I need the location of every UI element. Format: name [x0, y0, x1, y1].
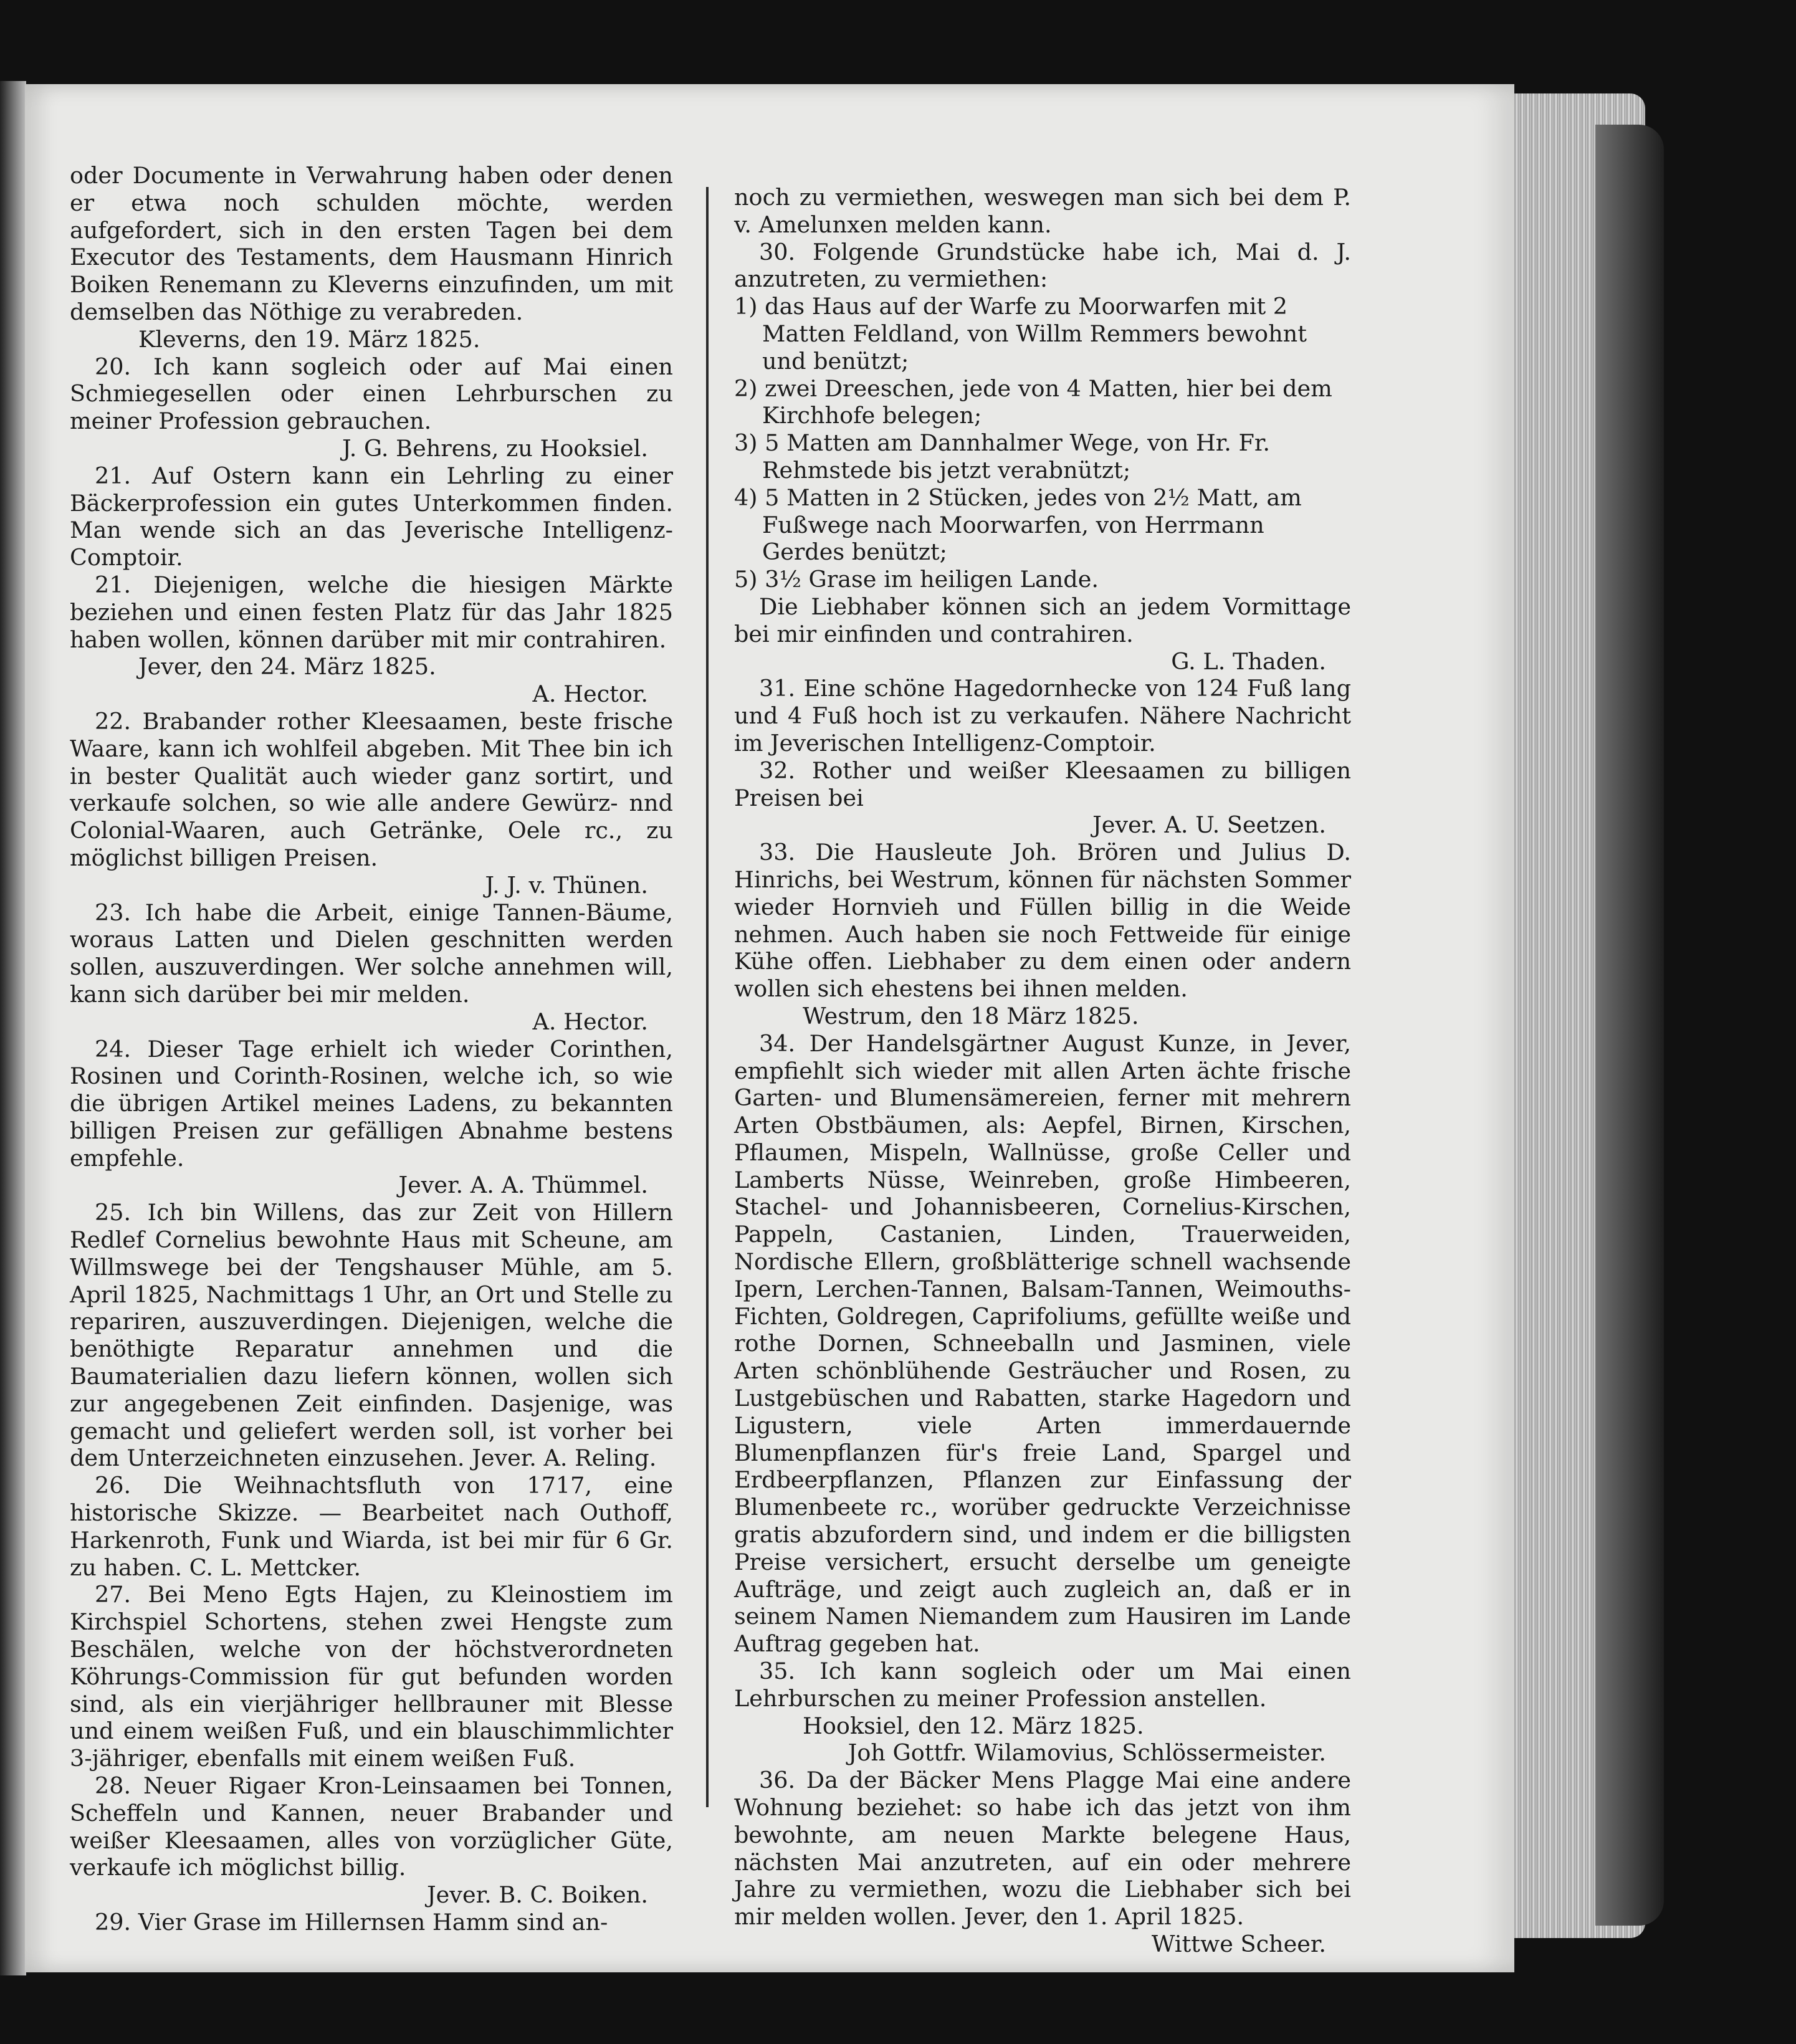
left-column-paragraph: 22. Brabander rother Kleesaamen, beste frische Waare, kann ich wohlfeil abgeben. Mit Thee bin ich in bester Qualität auch wieder ganz sortirt, und verkaufe solchen, so wie alle andere Gewürz- nnd Colonial-Waaren, auch Getränke, Oele rc., zu möglichst billigen Preisen.: [70, 707, 673, 871]
right-column-paragraph: 1) das Haus auf der Warfe zu Moorwarfen mit 2 Matten Feldland, von Willm Remmers bewohnt und benützt;: [734, 293, 1307, 375]
column-divider-rule: [706, 187, 709, 1807]
left-column-paragraph: 25. Ich bin Willens, das zur Zeit von Hillern Redlef Cornelius bewohnte Haus mit Scheune, am Willmswege bei der Tengshauser Mühle, am 5. April 1825, Nachmittags 1 Uhr, an Ort und Stelle zu repariren, auszuverdingen. Diejenigen, welche die benöthigte Reparatur annehmen und die Baumaterialien dazu liefern können, wollen sich zur angegebenen Zeit einfinden. Dasjenige, was gemacht und geliefert werden soll, ist vorher bei dem Unterzeichneten einzusehen. Jever. A. Reling.: [70, 1199, 673, 1472]
right-column-paragraph: 36. Da der Bäcker Mens Plagge Mai eine andere Wohnung beziehet: so habe ich das jetzt von ihm bewohnte, am neuen Markte belegene Haus, nächsten Mai anzutreten, auf ein oder mehrere Jahre zu vermiethen, wozu die Liebhaber sich bei mir melden wollen. Jever, den 1. April 1825.: [734, 1767, 1351, 1931]
left-column-paragraph: J. G. Behrens, zu Hooksiel.: [342, 434, 648, 462]
right-column-paragraph: 33. Die Hausleute Joh. Brören und Julius D. Hinrichs, bei Westrum, können für nächsten Sommer wieder Hornvieh und Füllen billig in die Weide nehmen. Auch haben sie noch Fettweide für einige Kühe offen. Liebhaber zu dem einen oder andern wollen sich ehestens bei ihnen melden.: [734, 839, 1351, 1003]
right-column-paragraph: Jever. A. U. Seetzen.: [1092, 811, 1326, 839]
left-column-paragraph: 23. Ich habe die Arbeit, einige Tannen-Bäume, woraus Latten und Dielen geschnitten werden sollen, auszuverdingen. Wer solche annehmen will, kann sich darüber bei mir melden.: [70, 899, 673, 1008]
right-column-paragraph: 31. Eine schöne Hagedornhecke von 124 Fuß lang und 4 Fuß hoch ist zu verkaufen. Nähere Nachricht im Jeverischen Intelligenz-Comptoir.: [734, 675, 1351, 757]
left-column-paragraph: 20. Ich kann sogleich oder auf Mai einen Schmiegesellen oder einen Lehrburschen zu meiner Profession gebrauchen.: [70, 353, 673, 435]
left-column-paragraph: Jever. A. A. Thümmel.: [398, 1172, 648, 1199]
right-column-paragraph: 5) 3½ Grase im heiligen Lande.: [734, 566, 1099, 593]
left-column-paragraph: 21. Auf Ostern kann ein Lehrling zu einer Bäckerprofession ein gutes Unterkommen finden. Man wende sich an das Jeverische Intelligenz-Comptoir.: [70, 462, 673, 571]
left-column-paragraph: A. Hector.: [532, 681, 648, 708]
right-column-paragraph: 3) 5 Matten am Dannhalmer Wege, von Hr. Fr. Rehmstede bis jetzt verabnützt;: [734, 429, 1270, 484]
left-column-paragraph: 28. Neuer Rigaer Kron-Leinsaamen bei Tonnen, Scheffeln und Kannen, neuer Brabander und weißer Kleesaamen, alles von vorzüglicher Güte, verkaufe ich möglichst billig.: [70, 1772, 673, 1881]
right-column-paragraph: G. L. Thaden.: [1171, 647, 1326, 675]
left-column-paragraph: A. Hector.: [532, 1008, 648, 1035]
right-column-paragraph: Joh Gottfr. Wilamovius, Schlössermeister.: [848, 1739, 1326, 1767]
right-column-paragraph: 35. Ich kann sogleich oder um Mai einen Lehrburschen zu meiner Profession anstellen.: [734, 1658, 1351, 1712]
right-column-paragraph: 2) zwei Dreeschen, jede von 4 Matten, hier bei dem Kirchhofe belegen;: [734, 375, 1332, 429]
right-column-paragraph: noch zu vermiethen, weswegen man sich bei dem P. v. Amelunxen melden kann.: [734, 184, 1351, 238]
left-column-paragraph: 27. Bei Meno Egts Hajen, zu Kleinostiem im Kirchspiel Schortens, stehen zwei Hengste zum Beschälen, welche von der höchstverordneten Köhrungs-Commission für gut befunden worden sind, als ein vierjähriger hellbrauner mit Blesse und einem weißen Fuß, und ein blauschimmlichter 3-jähriger, ebenfalls mit einem weißen Fuß.: [70, 1581, 673, 1772]
right-text-column: [734, 184, 1351, 1958]
right-column-paragraph: 4) 5 Matten in 2 Stücken, jedes von 2½ Matt, am Fußwege nach Moorwarfen, von Herrmann Gerdes benützt;: [734, 484, 1302, 566]
left-column-paragraph: Jever, den 24. März 1825.: [138, 653, 436, 681]
left-page-edge: [0, 81, 26, 1975]
left-column-paragraph: Jever. B. C. Boiken.: [426, 1881, 648, 1909]
left-column-paragraph: 24. Dieser Tage erhielt ich wieder Corinthen, Rosinen und Corinth-Rosinen, welche ich, so wie die übrigen Artikel meines Ladens, zu bekannten billigen Preisen zur gefälligen Abnahme bestens empfehle.: [70, 1035, 673, 1172]
right-column-paragraph: 34. Der Handelsgärtner August Kunze, in Jever, empfiehlt sich wieder mit allen Arten ächte frische Garten- und Blumensämereien, ferner mit mehrern Arten Obstbäumen, als: Aepfel, Birnen, Kirschen, Pflaumen, Mispeln, Wallnüsse, große Celler und Lamberts Nüsse, Weinreben, große Himbeeren, Stachel- und Johannisbeeren, Cornelius-Kirschen, Pappeln, Castanien, Linden, Trauerweiden, Nordische Ellern, großblätterige schnell wachsende Ipern, Lerchen-Tannen, Balsam-Tannen, Weimouths-Fichten, Goldregen, Caprifoliums, gefüllte weiße und rothe Dornen, Schneeballn und Jasminen, viele Arten schönblühende Gesträucher und Rosen, zu Lustgebüschen und Rabatten, starke Hagedorn und Ligustern, viele Arten immerdauernde Blumenpflanzen für's freie Land, Spargel und Erdbeerpflanzen, Pflanzen zur Einfassung der Blumenbeete rc., worüber gedruckte Verzeichnisse gratis abzufordern sind, und indem er die billigsten Preise versichert, ersucht derselbe um geneigte Aufträge, und zeigt auch zugleich an, daß er in seinem Namen Niemandem zum Hausiren im Lande Auftrag gegeben hat.: [734, 1029, 1351, 1658]
right-column-paragraph: Wittwe Scheer.: [1151, 1931, 1326, 1957]
right-column-paragraph: Westrum, den 18 März 1825.: [803, 1002, 1139, 1029]
left-column-paragraph: oder Documente in Verwahrung haben oder denen er etwa noch schulden möchte, werden aufgefordert, sich in den ersten Tagen bei dem Executor des Testaments, dem Hausmann Hinrich Boiken Renemann zu Kleverns einzufinden, um mit demselben das Nöthige zu verabreden.: [70, 162, 673, 325]
left-column-paragraph: 21. Diejenigen, welche die hiesigen Märkte beziehen und einen festen Platz für das Jahr 1825 haben wollen, können darüber mit mir contrahiren.: [70, 571, 673, 653]
left-column-paragraph: 26. Die Weihnachtsfluth von 1717, eine historische Skizze. — Bearbeitet nach Outhoff, Harkenroth, Funk und Wiarda, ist bei mir für 6 Gr. zu haben. C. L. Mettcker.: [70, 1472, 673, 1581]
right-column-paragraph: Die Liebhaber können sich an jedem Vormittage bei mir einfinden und contrahiren.: [734, 593, 1351, 647]
right-column-paragraph: Hooksiel, den 12. März 1825.: [803, 1712, 1144, 1739]
book-cover-edge: [1595, 125, 1664, 1926]
left-column-paragraph: J. J. v. Thünen.: [485, 871, 648, 899]
left-column-paragraph: Kleverns, den 19. März 1825.: [138, 325, 480, 353]
left-text-column: [70, 162, 673, 1936]
left-column-paragraph: 29. Vier Grase im Hillernsen Hamm sind an-: [95, 1909, 608, 1936]
right-column-paragraph: 30. Folgende Grundstücke habe ich, Mai d. J. anzutreten, zu vermiethen:: [734, 238, 1351, 293]
right-column-paragraph: 32. Rother und weißer Kleesaamen zu billigen Preisen bei: [734, 757, 1351, 811]
